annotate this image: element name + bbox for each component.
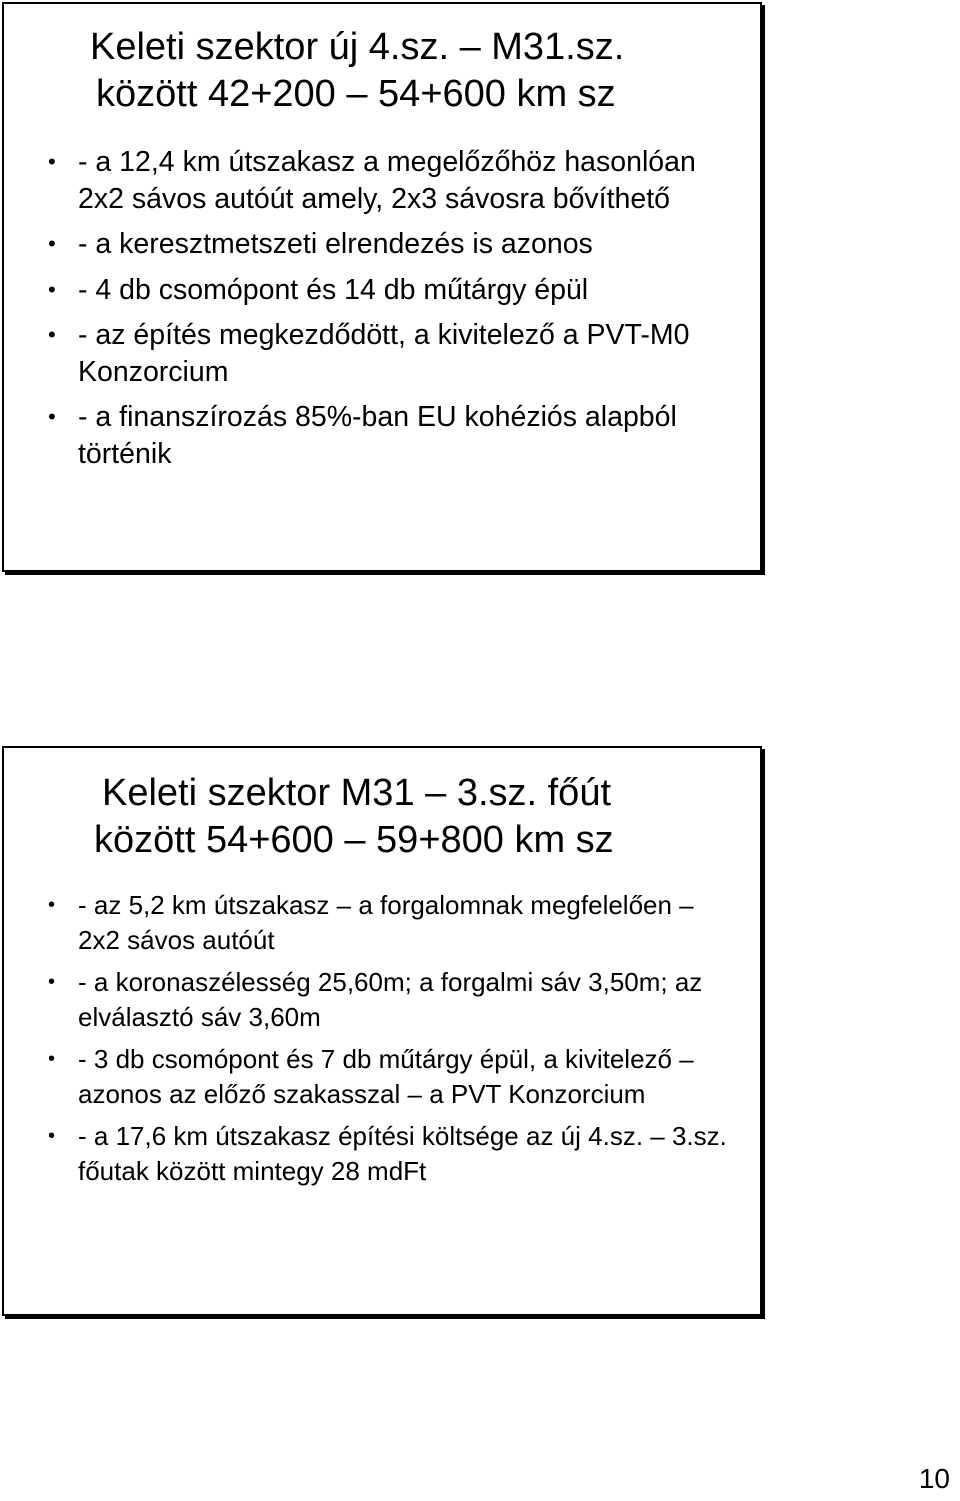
slide-2-title [94,770,614,863]
bullet-item [48,888,740,958]
slide-2-title-line-2: között 54+600 – 59+800 km sz [94,818,614,861]
bullet-icon: • [48,1048,56,1070]
bullet-text: - az építés megkezdődött, a kivitelező a PVT-M0 Konzorcium [78,319,690,388]
bullet-item [48,965,740,1035]
slide-2-bullet-list [48,888,740,1196]
bullet-text: - a keresztmetszeti elrendezés is azonos [78,228,593,260]
bullet-icon: • [48,971,56,993]
bullet-item [48,1119,740,1189]
bullet-item [48,399,740,472]
slide-1-title [90,24,624,117]
bullet-item [48,272,740,309]
bullet-text: - az 5,2 km útszakasz – a forgalomnak megfelelően – 2x2 sávos autóút [78,890,694,955]
bullet-icon: • [48,276,56,302]
bullet-text: - 4 db csomópont és 14 db műtárgy épül [78,273,589,306]
slide-2-title-line-1: Keleti szektor M31 – 3.sz. főút [102,772,612,814]
bullet-item [48,317,740,390]
bullet-text: - a 12,4 km útszakasz a megelőzőhöz hasonlóan 2x2 sávos autóút amely, 2x3 sávosra bővíthető [78,146,696,215]
bullet-item [48,144,740,217]
bullet-icon: • [48,404,56,429]
slide-1-bullet-list [48,144,740,481]
bullet-icon: • [48,1125,56,1147]
bullet-text: - 3 db csomópont és 7 db műtárgy épül, a kivitelező – azonos az előző szakasszal – a PVT Konzorcium [78,1044,694,1109]
bullet-text: - a 17,6 km útszakasz építési költsége az új 4.sz. – 3.sz. főutak között mintegy 28 mdFt [78,1121,727,1186]
bullet-icon: • [48,894,56,916]
slide-1-title-line-1: Keleti szektor új 4.sz. – M31.sz. [90,26,625,68]
slide-1 [2,2,762,572]
slide-2 [2,746,762,1316]
bullet-icon: • [48,322,56,347]
bullet-item [48,226,740,263]
bullet-text: - a finanszírozás 85%-ban EU kohéziós alapból történik [78,401,677,470]
bullet-icon: • [48,231,56,256]
bullet-icon: • [48,149,56,174]
page-number: 10 [918,1463,950,1494]
slide-1-title-line-2: között 42+200 – 54+600 km sz [96,72,616,115]
bullet-text: - a koronaszélesség 25,60m; a forgalmi sáv 3,50m; az elválasztó sáv 3,60m [78,967,703,1032]
bullet-item [48,1042,740,1112]
